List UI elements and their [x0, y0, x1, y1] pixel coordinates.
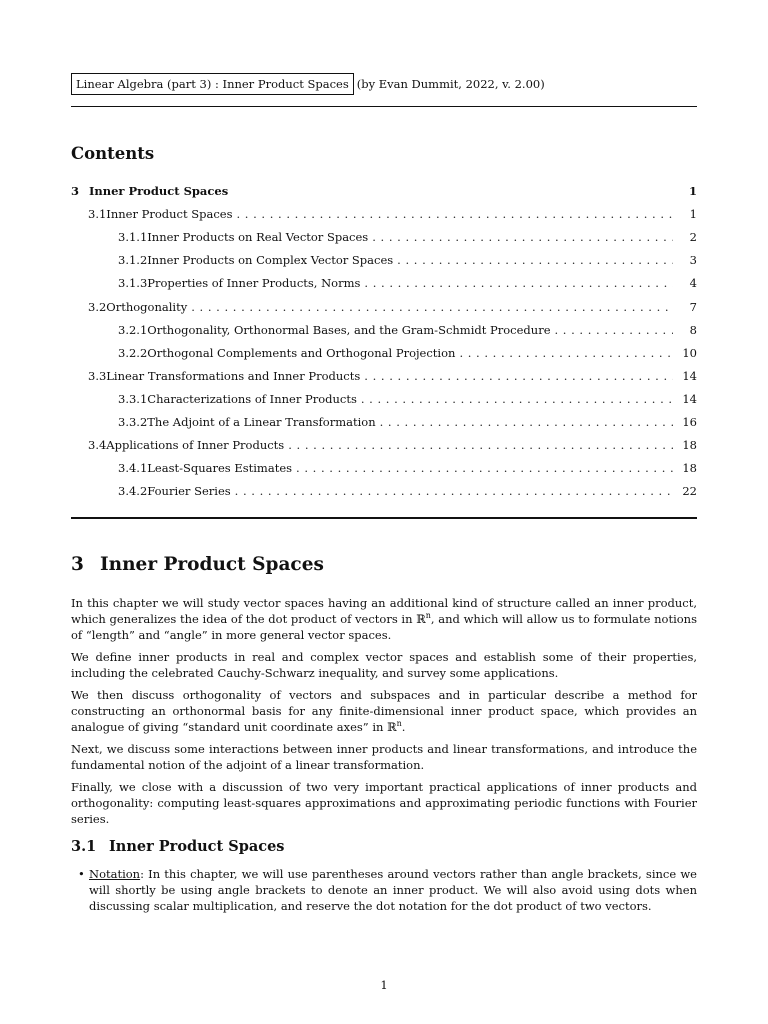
toc-entry[interactable] [71, 435, 697, 455]
toc-dot-leader [296, 458, 673, 478]
toc-entry-page: 14 [682, 392, 697, 406]
toc-entry-title[interactable]: Fourier Series [147, 484, 231, 498]
toc-dot-leader [397, 250, 673, 270]
toc-dot-leader [364, 273, 673, 293]
toc-dot-leader [191, 297, 673, 317]
toc-entry-title[interactable]: Orthogonality, Orthonormal Bases, and the Gram-Schmidt Procedure [147, 323, 551, 337]
header-rule [71, 106, 697, 107]
toc-entry-page: 18 [682, 438, 697, 452]
toc-entry-page: 7 [689, 300, 697, 314]
toc-entry-page: 8 [689, 323, 697, 337]
toc-entry[interactable] [71, 273, 697, 293]
subsection-number: 3.1 [71, 838, 97, 855]
toc-entry-page: 1 [689, 207, 697, 221]
toc-dot-leader [361, 389, 673, 409]
toc-entry-title[interactable]: Inner Products on Real Vector Spaces [147, 230, 369, 244]
superscript: n [425, 611, 431, 621]
toc-entry-page: 16 [682, 415, 697, 429]
superscript: n [396, 719, 402, 729]
toc-dot-leader [372, 227, 673, 247]
toc-entry-title[interactable]: Inner Product Spaces [89, 184, 229, 198]
paragraph-applications: Finally, we close with a discussion of two very important practical applications of inner products and orthogonality: computing least-squares approximations and approximating periodic functions with Fourier series. [71, 780, 697, 826]
toc-entry-number: 3.1.3 [118, 276, 148, 290]
toc-entry-title[interactable]: Orthogonal Complements and Orthogonal Projection [147, 346, 456, 360]
toc-entry-number: 3.1.1 [118, 230, 148, 244]
toc-entry-number: 3.1.2 [118, 253, 148, 267]
author-note: (by Evan Dummit, 2022, v. 2.00) [356, 77, 545, 91]
toc-entry-number: 3.2.1 [118, 323, 148, 337]
toc-entry-title[interactable]: Orthogonality [106, 300, 188, 314]
boxed-title: Linear Algebra (part 3) : Inner Product Spaces [71, 73, 354, 95]
toc-entry[interactable] [71, 227, 697, 247]
toc-entry[interactable] [71, 297, 697, 317]
contents-heading: Contents [71, 144, 155, 163]
toc-entry-title[interactable]: Properties of Inner Products, Norms [147, 276, 361, 290]
subsection-heading [71, 837, 284, 857]
toc-entry-page: 14 [682, 369, 697, 383]
toc-dot-leader [380, 412, 673, 432]
paragraph-inner-products: We define inner products in real and complex vector spaces and establish some of their properties, including the celebrated Cauchy-Schwarz inequality, and survey some applications. [71, 650, 697, 680]
toc-dot-leader [288, 435, 673, 455]
toc-entry-title[interactable]: Least-Squares Estimates [147, 461, 293, 475]
toc-entry-number: 3.3 [88, 369, 107, 383]
toc-entry[interactable] [71, 181, 697, 201]
toc-dot-leader [235, 481, 673, 501]
toc-entry-page: 22 [682, 484, 697, 498]
notation-bullet [78, 866, 697, 914]
toc-entry-title[interactable]: Applications of Inner Products [106, 438, 285, 452]
toc-entry-page: 18 [682, 461, 697, 475]
toc-dot-leader [237, 204, 674, 224]
toc-entry-number: 3.4 [88, 438, 107, 452]
toc-entry-title[interactable]: Characterizations of Inner Products [147, 392, 357, 406]
subsection-title: Inner Product Spaces [109, 838, 285, 855]
page-number: 1 [380, 978, 388, 992]
toc-entry[interactable] [71, 389, 697, 409]
toc-entry-number: 3.3.1 [118, 392, 148, 406]
section-number: 3 [71, 554, 84, 575]
toc-entry[interactable] [71, 458, 697, 478]
document-header [71, 73, 696, 95]
toc-dot-leader [459, 343, 673, 363]
toc-entry-title[interactable]: Inner Products on Complex Vector Spaces [147, 253, 394, 267]
toc-entry-page: 1 [688, 184, 697, 198]
paragraph-text: . [401, 720, 406, 734]
paragraph-intro [71, 595, 697, 643]
toc-entry-number: 3.3.2 [118, 415, 148, 429]
toc-entry-title[interactable]: The Adjoint of a Linear Transformation [147, 415, 376, 429]
bullet-label: Notation [89, 867, 141, 881]
toc-dot-leader [555, 320, 674, 340]
toc-entry[interactable] [71, 250, 697, 270]
toc-entry[interactable] [71, 204, 697, 224]
toc-entry-page: 2 [689, 230, 697, 244]
toc-entry-number: 3 [71, 184, 80, 198]
toc-entry-number: 3.2 [88, 300, 107, 314]
toc-entry[interactable] [71, 320, 697, 340]
paragraph-text: In this chapter we will study vector spaces having an additional kind of structure called an inner product, which generalizes the idea of the dot product of vectors in ℝ [71, 596, 697, 626]
paragraph-text: , and which will allow us to formulate notions of “length” and “angle” in more general vector spaces. [71, 612, 697, 642]
toc-entry-number: 3.2.2 [118, 346, 148, 360]
toc-entry-page: 10 [682, 346, 697, 360]
section-heading [71, 553, 324, 577]
bullet-icon: • [78, 867, 85, 881]
paragraph-transformations: Next, we discuss some interactions between inner products and linear transformations, and introduce the fundamental notion of the adjoint of a linear transformation. [71, 742, 697, 772]
toc-entry[interactable] [71, 343, 697, 363]
toc-entry[interactable] [71, 481, 697, 501]
toc-entry-page: 4 [689, 276, 697, 290]
contents-rule [71, 517, 697, 519]
toc-entry-page: 3 [689, 253, 697, 267]
section-title: Inner Product Spaces [100, 554, 324, 575]
toc-entry-number: 3.4.2 [118, 484, 148, 498]
toc-entry[interactable] [71, 366, 697, 386]
toc-entry[interactable] [71, 412, 697, 432]
toc-entry-title[interactable]: Linear Transformations and Inner Products [106, 369, 361, 383]
toc-entry-number: 3.1 [88, 207, 107, 221]
toc-entry-title[interactable]: Inner Product Spaces [106, 207, 233, 221]
toc-entry-number: 3.4.1 [118, 461, 148, 475]
bullet-text: : In this chapter, we will use parentheses around vectors rather than angle brackets, since we will shortly be using angle brackets to denote an inner product. We will also avoid using dots when discussing scalar multiplication, and reserve the dot notation for the dot product of two vectors. [89, 867, 697, 913]
paragraph-text: We then discuss orthogonality of vectors and subspaces and in particular describe a method for constructing an orthonormal basis for any finite-dimensional inner product space, which provides an analogue of giving “standard unit coordinate axes” in ℝ [71, 688, 697, 734]
toc-dot-leader [364, 366, 673, 386]
paragraph-orthogonality [71, 687, 697, 735]
